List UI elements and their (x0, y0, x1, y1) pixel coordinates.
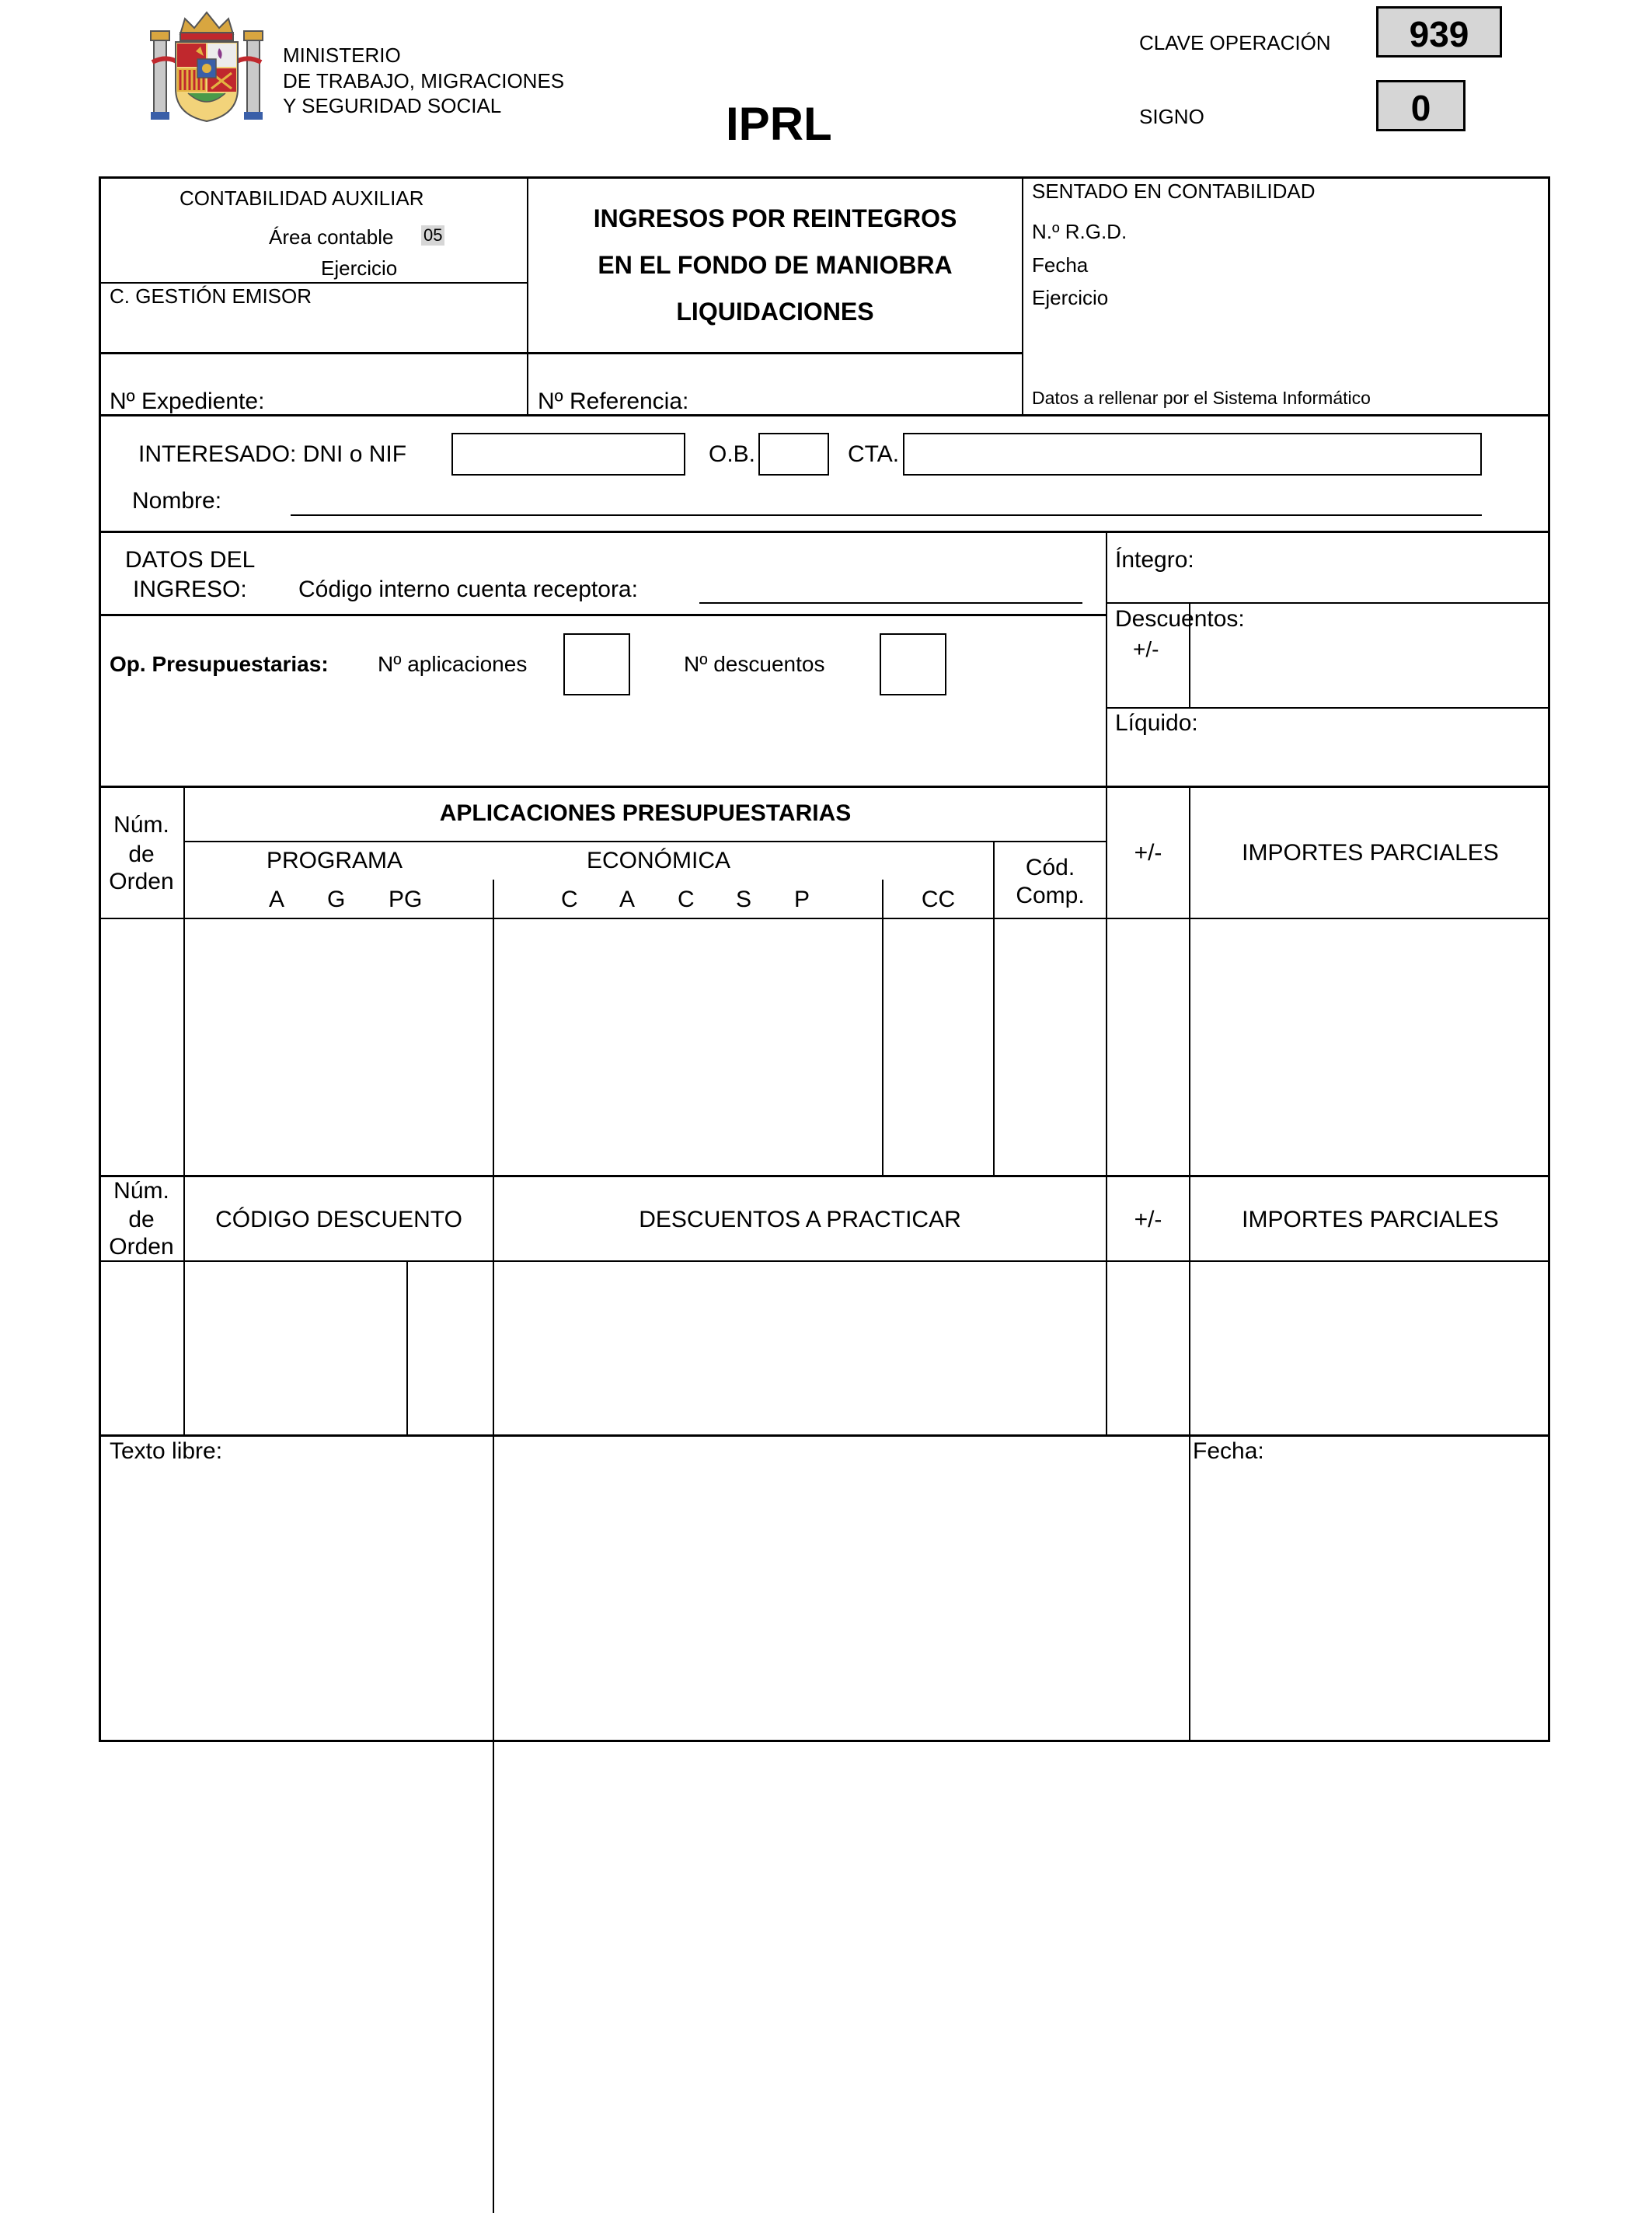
gestion-emisor-label: C. GESTIÓN EMISOR (110, 284, 312, 308)
signo-field (1376, 80, 1466, 131)
datos-ingreso-label-1: DATOS DEL (125, 547, 256, 573)
rgd-label: N.º R.G.D. (1032, 220, 1127, 243)
num-orden-header-1: Núm. (113, 812, 169, 838)
n-aplicaciones-label: Nº aplicaciones (378, 652, 528, 676)
clave-operacion-field (1376, 6, 1502, 58)
clave-operacion-value: 939 (1409, 14, 1469, 54)
ob-label: O.B. (709, 441, 756, 467)
area-contable-label: Área contable (269, 225, 394, 249)
economica-col-a: A (619, 887, 636, 912)
dni-nif-input[interactable] (451, 433, 685, 476)
datos-ingreso-label-2: INGRESO: (133, 577, 247, 602)
codigo-interno-input-line[interactable] (699, 602, 1082, 604)
divider (183, 841, 1106, 842)
form-title-line-2: EN EL FONDO DE MANIOBRA (598, 251, 953, 279)
cta-label: CTA. (848, 441, 900, 467)
ministry-line-3: Y SEGURIDAD SOCIAL (283, 94, 502, 117)
descuentos-practicar-header: DESCUENTOS A PRACTICAR (639, 1207, 961, 1232)
divider (99, 786, 1550, 788)
fecha-footer-label: Fecha: (1193, 1438, 1264, 1464)
liquido-label: Líquido: (1115, 710, 1198, 736)
signo-label: SIGNO (1139, 105, 1204, 128)
divider (1106, 602, 1550, 604)
divider (1022, 176, 1023, 414)
num-orden-header-3: Orden (109, 869, 174, 894)
programa-col-pg: PG (389, 887, 423, 912)
coat-of-arms-icon (149, 8, 264, 126)
cod-comp-header-1: Cód. (1025, 855, 1075, 880)
clave-operacion-label: CLAVE OPERACIÓN (1139, 31, 1331, 54)
op-presupuestarias-label: Op. Presupuestarias: (110, 652, 329, 676)
cc-header: CC (921, 887, 956, 912)
programa-col-a: A (269, 887, 285, 912)
referencia-label: Nº Referencia: (538, 389, 689, 414)
economica-col-c2: C (678, 887, 695, 912)
codigo-descuento-header: CÓDIGO DESCUENTO (215, 1207, 462, 1232)
descuentos-importes-header: IMPORTES PARCIALES (1242, 1207, 1499, 1232)
descuentos-label: Descuentos: (1115, 606, 1245, 632)
n-descuentos-label: Nº descuentos (684, 652, 825, 676)
interesado-label: INTERESADO: DNI o NIF (138, 441, 407, 467)
sentado-label: SENTADO EN CONTABILIDAD (1032, 179, 1316, 203)
divider (882, 880, 884, 1176)
area-contable-value: 05 (421, 225, 444, 246)
divider (99, 282, 528, 284)
ministry-line-1: MINISTERIO (283, 44, 401, 67)
descuentos-sign: +/- (1133, 637, 1159, 661)
economica-header: ECONÓMICA (587, 848, 731, 873)
economica-col-s: S (736, 887, 752, 912)
divider (1106, 531, 1107, 1436)
texto-libre-label: Texto libre: (110, 1438, 223, 1464)
divider (99, 614, 1106, 616)
divider (493, 880, 494, 2213)
divider (99, 918, 1550, 919)
economica-col-p: P (794, 887, 810, 912)
n-descuentos-input[interactable] (880, 633, 946, 695)
num-orden-header-2: de (128, 842, 155, 867)
divider (99, 1175, 1550, 1177)
programa-header: PROGRAMA (267, 848, 403, 873)
nombre-input-line[interactable] (291, 514, 1482, 516)
divider (1189, 1434, 1190, 1742)
programa-col-g: G (327, 887, 346, 912)
divider (1106, 707, 1550, 709)
divider (1189, 786, 1190, 1436)
form-code: IPRL (726, 98, 832, 150)
datos-sistema-note: Datos a rellenar por el Sistema Informático (1032, 388, 1371, 408)
codigo-interno-label: Código interno cuenta receptora: (298, 577, 638, 602)
divider (99, 414, 1550, 416)
form-title-line-1: INGRESOS POR REINTEGROS (593, 204, 957, 232)
nombre-label: Nombre: (132, 488, 222, 514)
ob-input[interactable] (758, 433, 829, 476)
divider (99, 531, 1550, 533)
n-aplicaciones-input[interactable] (563, 633, 630, 695)
ministry-line-2: DE TRABAJO, MIGRACIONES (283, 69, 565, 92)
aplicaciones-title: APLICACIONES PRESUPUESTARIAS (439, 800, 852, 826)
ejercicio-label-2: Ejercicio (1032, 286, 1109, 309)
desc-num-orden-header-1: Núm. (113, 1178, 169, 1204)
cta-input[interactable] (903, 433, 1482, 476)
signo-value: 0 (1410, 88, 1431, 128)
ejercicio-label: Ejercicio (321, 256, 398, 280)
aplicaciones-sign-header: +/- (1134, 840, 1162, 866)
contabilidad-auxiliar-label: CONTABILIDAD AUXILIAR (179, 186, 424, 210)
form-title-line-3: LIQUIDACIONES (676, 298, 874, 326)
economica-col-c: C (561, 887, 578, 912)
divider (406, 1260, 408, 1436)
expediente-label: Nº Expediente: (110, 389, 265, 414)
divider (99, 1260, 1550, 1262)
aplicaciones-importes-header: IMPORTES PARCIALES (1242, 840, 1499, 866)
integro-label: Íntegro: (1115, 547, 1194, 573)
cod-comp-header-2: Comp. (1016, 883, 1085, 908)
desc-num-orden-header-2: de (128, 1207, 155, 1232)
descuentos-sign-header: +/- (1134, 1207, 1162, 1232)
divider (99, 1434, 1550, 1437)
divider (99, 352, 1023, 354)
desc-num-orden-header-3: Orden (109, 1234, 174, 1260)
fecha-label: Fecha (1032, 253, 1089, 277)
form-frame (99, 176, 1550, 1742)
